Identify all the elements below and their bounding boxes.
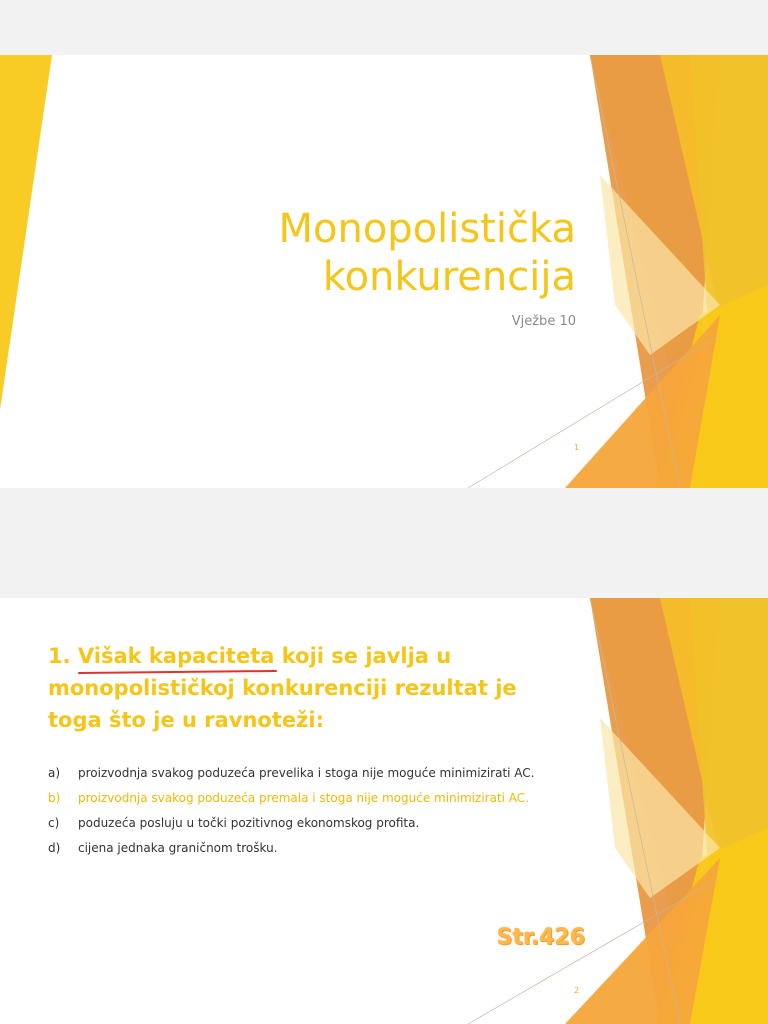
- slide-1-page-number: 1: [574, 443, 580, 452]
- option-a: [48, 761, 535, 786]
- page-reference: Str.426: [496, 925, 585, 950]
- option-text: proizvodnja svakog poduzeća prevelika i stoga nije moguće minimizirati AC.: [78, 766, 535, 780]
- option-text: poduzeća posluju u točki pozitivnog ekonomskog profita.: [78, 816, 420, 830]
- left-yellow-triangle: [0, 55, 52, 410]
- option-label: b): [48, 791, 61, 805]
- question-title: [48, 640, 568, 736]
- option-d: [48, 836, 535, 861]
- question-line-3: toga što je u ravnoteži:: [48, 708, 324, 732]
- slide-2-page-number: 2: [574, 986, 580, 995]
- option-label: a): [48, 766, 61, 780]
- answer-options: [48, 761, 535, 861]
- option-label: c): [48, 816, 60, 830]
- question-rest-line-1: koji se javlja u: [281, 644, 452, 668]
- option-text: proizvodnja svakog poduzeća premala i stoga nije moguće minimizirati AC.: [78, 791, 529, 805]
- title-line-2: konkurencija: [322, 254, 576, 300]
- slide-1-subtitle: Vježbe 10: [511, 314, 576, 329]
- question-highlight: Višak kapaciteta: [78, 640, 275, 672]
- option-b-correct: [48, 786, 535, 811]
- option-label: d): [48, 841, 61, 855]
- option-c: [48, 811, 535, 836]
- question-number: 1.: [48, 644, 71, 668]
- title-line-1: Monopolistička: [278, 206, 576, 252]
- slide-1: [0, 55, 768, 488]
- option-text: cijena jednaka graničnom trošku.: [78, 841, 278, 855]
- slide-1-title: [279, 205, 577, 301]
- question-line-2: monopolističkoj konkurenciji rezultat je: [48, 676, 517, 700]
- slide-2: [0, 598, 768, 1024]
